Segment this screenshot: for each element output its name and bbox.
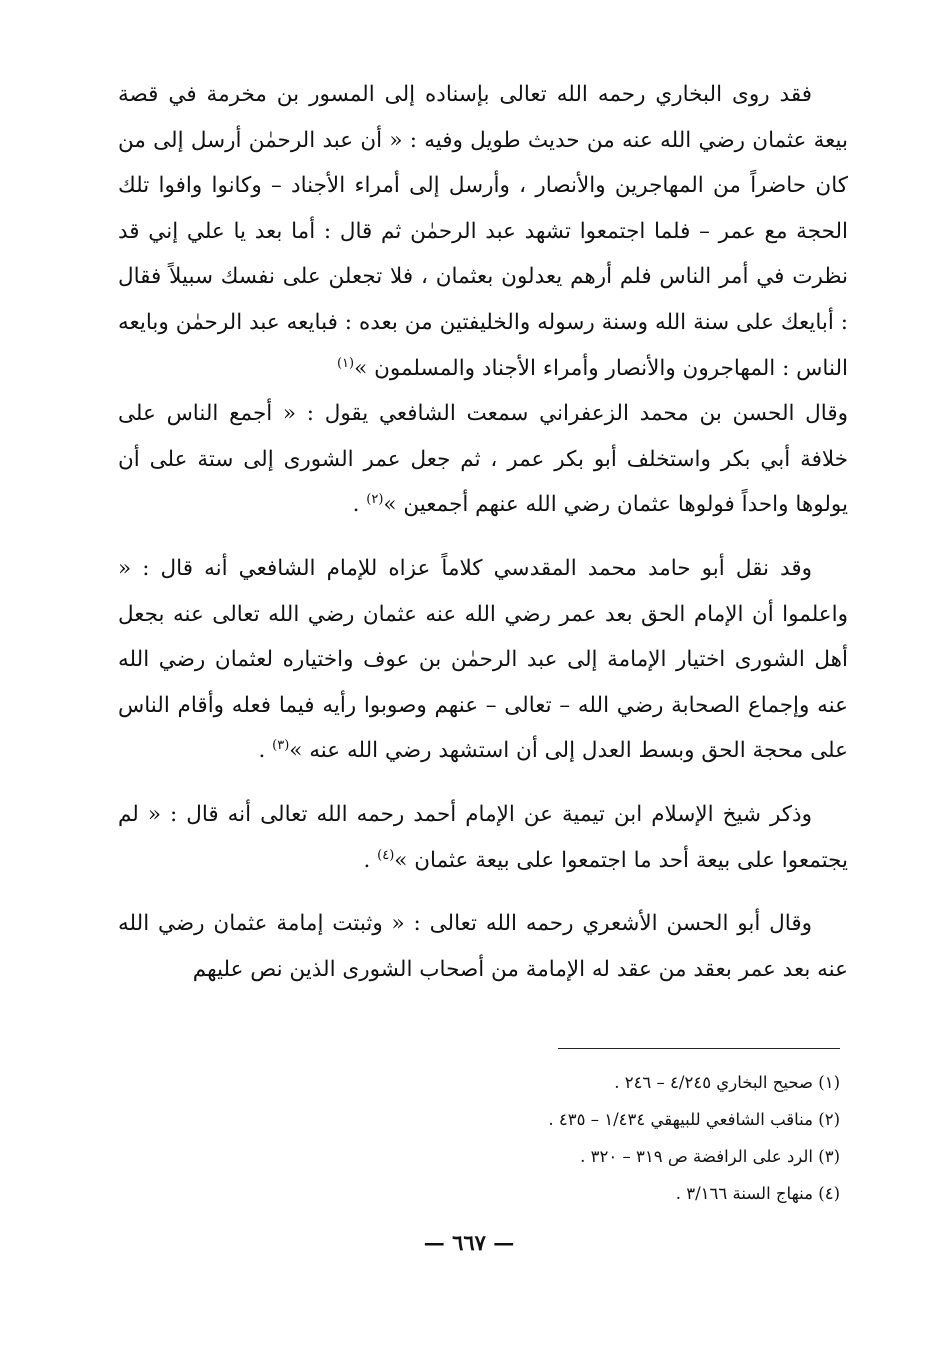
footnote-item: (١) صحيح البخاري ٤/٢٤٥ – ٢٤٦ .: [614, 1073, 840, 1092]
paragraph: [118, 792, 848, 883]
paragraph: [118, 901, 848, 992]
footnote-item: (٣) الرد على الرافضة ص ٣١٩ – ٣٢٠ .: [580, 1147, 840, 1166]
paragraph: [118, 72, 848, 391]
footnote-ref: (٤): [377, 847, 395, 863]
main-text: [118, 72, 848, 992]
paragraph-text: وقال الحسن بن محمد الزعفراني سمعت الشافعي يقول : « أجمع الناس على خلافة أبي بكر واستخلف أبو بكر عمر ، ثم جعل عمر الشورى إلى ستة على أن يولوها واحداً فولوها عثمان رضي الله عنهم أجمعين »: [118, 401, 848, 518]
footnote-ref: (٣): [272, 738, 290, 754]
paragraph: [118, 546, 848, 774]
paragraph: [118, 391, 848, 528]
paragraph-text: وقال أبو الحسن الأشعري رحمه الله تعالى : « وثبتت إمامة عثمان رضي الله عنه بعد عمر بعقد من عقد له الإمامة من أصحاب الشورى الذين نص عليهم: [118, 911, 848, 982]
footnote-item: (٢) مناقب الشافعي للبيهقي ١/٤٣٤ – ٤٣٥ .: [548, 1110, 840, 1129]
footnote-ref: (٢): [366, 492, 384, 508]
paragraph-tail: .: [258, 738, 273, 764]
paragraph-tail: .: [363, 847, 378, 873]
paragraph-tail: .: [352, 492, 367, 518]
footnotes: [420, 1064, 840, 1212]
paragraph-text: وذكر شيخ الإسلام ابن تيمية عن الإمام أحمد رحمه الله تعالى أنه قال : « لم يجتمعوا على بيعة أحد ما اجتمعوا على بيعة عثمان »: [118, 801, 848, 873]
footnote-ref: (١): [336, 355, 355, 371]
footnote-separator: [558, 1048, 840, 1049]
footnote-item: (٤) منهاج السنة ٣/١٦٦ .: [675, 1184, 840, 1203]
paragraph-text: وقد نقل أبو حامد محمد المقدسي كلاماً عزاه للإمام الشافعي أنه قال : « واعلموا أن الإمام الحق بعد عمر رضي الله عنه عثمان رضي الله تعالى عنه بجعل أهل الشورى اختيار الإمامة إلى عبد الرحمٰن بن عوف واختياره لعثمان رضي الله عنه وإجماع الصحابة رضي الله – تعالى – عنهم وصوبوا رأيه فيما فعله وأقام الناس على محجة الحق وبسط العدل إلى أن استشهد رضي الله عنه »: [118, 555, 848, 764]
page-number: — ٦٦٧ —: [423, 1230, 515, 1255]
paragraph-text: فقد روى البخاري رحمه الله تعالى بإسناده إلى المسور بن مخرمة في قصة بيعة عثمان رضي الله عنه من حديث طويل وفيه : « أن عبد الرحمٰن أرسل إلى من كان حاضراً من المهاجرين والأنصار ، وأرسل إلى أمراء الأجناد – وكانوا وافوا تلك الحجة مع عمر – فلما اجتمعوا تشهد عبد الرحمٰن ثم قال : أما بعد يا علي إني قد نظرت في أمر الناس فلم أرهم يعدلون بعثمان ، فلا تجعلن على نفسك سبيلاً فقال : أبايعك على سنة الله وسنة رسوله والخليفتين من بعده : فبايعه عبد الرحمٰن وبايعه الناس : المهاجرون والأنصار وأمراء الأجناد والمسلمون »: [118, 82, 848, 381]
